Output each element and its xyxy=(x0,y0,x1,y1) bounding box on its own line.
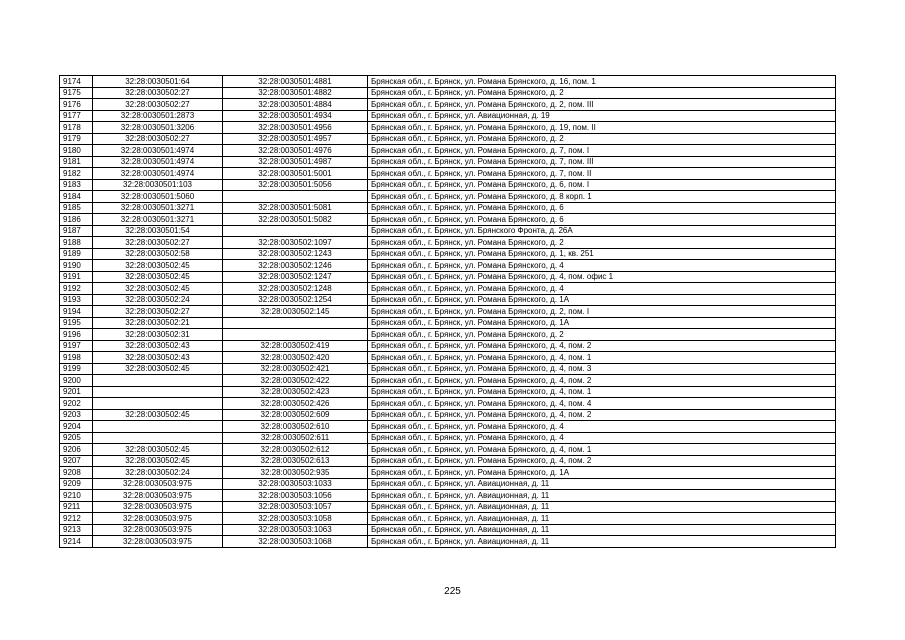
row-number-cell: 9209 xyxy=(60,478,93,490)
row-number-cell: 9186 xyxy=(60,214,93,226)
parcel-cadastral-number-cell: 32:28:0030502:27 xyxy=(93,133,223,145)
page-number: 225 xyxy=(444,586,461,597)
row-number-cell: 9205 xyxy=(60,432,93,444)
parcel-cadastral-number-cell: 32:28:0030503:975 xyxy=(93,478,223,490)
object-address-cell: Брянская обл., г. Брянск, ул. Романа Брянского, д. 6, пом. I xyxy=(368,179,836,191)
object-address-cell: Брянская обл., г. Брянск, ул. Романа Брянского, д. 1, кв. 251 xyxy=(368,248,836,260)
object-address-cell: Брянская обл., г. Брянск, ул. Романа Брянского, д. 2 xyxy=(368,133,836,145)
parcel-cadastral-number-cell: 32:28:0030501:3271 xyxy=(93,214,223,226)
row-number-cell: 9181 xyxy=(60,156,93,168)
row-number-cell: 9196 xyxy=(60,329,93,341)
parcel-cadastral-number-cell: 32:28:0030501:103 xyxy=(93,179,223,191)
object-cadastral-number-cell: 32:28:0030502:613 xyxy=(223,455,368,467)
object-address-cell: Брянская обл., г. Брянск, ул. Авиационная, д. 19 xyxy=(368,110,836,122)
object-address-cell: Брянская обл., г. Брянск, ул. Романа Брянского, д. 4, пом. 4 xyxy=(368,398,836,410)
row-number-cell: 9191 xyxy=(60,271,93,283)
object-address-cell: Брянская обл., г. Брянск, ул. Романа Брянского, д. 4 xyxy=(368,283,836,295)
parcel-cadastral-number-cell: 32:28:0030501:4974 xyxy=(93,145,223,157)
parcel-cadastral-number-cell: 32:28:0030502:45 xyxy=(93,444,223,456)
row-number-cell: 9175 xyxy=(60,87,93,99)
object-cadastral-number-cell xyxy=(223,317,368,329)
object-cadastral-number-cell: 32:28:0030503:1056 xyxy=(223,490,368,502)
object-address-cell: Брянская обл., г. Брянск, ул. Романа Брянского, д. 4 xyxy=(368,260,836,272)
object-cadastral-number-cell: 32:28:0030501:4884 xyxy=(223,99,368,111)
parcel-cadastral-number-cell: 32:28:0030501:4974 xyxy=(93,168,223,180)
table-row xyxy=(60,501,836,513)
row-number-cell: 9178 xyxy=(60,122,93,134)
parcel-cadastral-number-cell: 32:28:0030503:975 xyxy=(93,513,223,525)
object-cadastral-number-cell: 32:28:0030502:421 xyxy=(223,363,368,375)
row-number-cell: 9194 xyxy=(60,306,93,318)
object-cadastral-number-cell xyxy=(223,191,368,203)
table-row xyxy=(60,271,836,283)
row-number-cell: 9192 xyxy=(60,283,93,295)
row-number-cell: 9208 xyxy=(60,467,93,479)
parcel-cadastral-number-cell: 32:28:0030501:54 xyxy=(93,225,223,237)
table-row xyxy=(60,214,836,226)
object-cadastral-number-cell: 32:28:0030502:426 xyxy=(223,398,368,410)
row-number-cell: 9193 xyxy=(60,294,93,306)
parcel-cadastral-number-cell xyxy=(93,432,223,444)
object-cadastral-number-cell: 32:28:0030502:145 xyxy=(223,306,368,318)
table-row xyxy=(60,513,836,525)
row-number-cell: 9207 xyxy=(60,455,93,467)
parcel-cadastral-number-cell: 32:28:0030502:45 xyxy=(93,260,223,272)
parcel-cadastral-number-cell: 32:28:0030502:45 xyxy=(93,283,223,295)
object-address-cell: Брянская обл., г. Брянск, ул. Романа Брянского, д. 4, пом. 2 xyxy=(368,375,836,387)
table-row xyxy=(60,76,836,88)
row-number-cell: 9187 xyxy=(60,225,93,237)
row-number-cell: 9185 xyxy=(60,202,93,214)
object-cadastral-number-cell: 32:28:0030503:1058 xyxy=(223,513,368,525)
table-row xyxy=(60,363,836,375)
parcel-cadastral-number-cell: 32:28:0030503:975 xyxy=(93,536,223,548)
parcel-cadastral-number-cell: 32:28:0030502:21 xyxy=(93,317,223,329)
object-address-cell: Брянская обл., г. Брянск, ул. Брянского Фронта, д. 26А xyxy=(368,225,836,237)
parcel-cadastral-number-cell: 32:28:0030502:24 xyxy=(93,294,223,306)
parcel-cadastral-number-cell: 32:28:0030503:975 xyxy=(93,501,223,513)
object-cadastral-number-cell: 32:28:0030501:4956 xyxy=(223,122,368,134)
table-row xyxy=(60,133,836,145)
parcel-cadastral-number-cell: 32:28:0030501:4974 xyxy=(93,156,223,168)
object-address-cell: Брянская обл., г. Брянск, ул. Авиационная, д. 11 xyxy=(368,490,836,502)
object-address-cell: Брянская обл., г. Брянск, ул. Авиационная, д. 11 xyxy=(368,501,836,513)
row-number-cell: 9198 xyxy=(60,352,93,364)
row-number-cell: 9213 xyxy=(60,524,93,536)
row-number-cell: 9177 xyxy=(60,110,93,122)
object-cadastral-number-cell xyxy=(223,225,368,237)
object-cadastral-number-cell: 32:28:0030502:935 xyxy=(223,467,368,479)
object-cadastral-number-cell: 32:28:0030502:422 xyxy=(223,375,368,387)
table-row xyxy=(60,145,836,157)
object-address-cell: Брянская обл., г. Брянск, ул. Авиационная, д. 11 xyxy=(368,524,836,536)
table-row xyxy=(60,421,836,433)
table-row xyxy=(60,122,836,134)
object-address-cell: Брянская обл., г. Брянск, ул. Романа Брянского, д. 7, пом. III xyxy=(368,156,836,168)
row-number-cell: 9179 xyxy=(60,133,93,145)
object-address-cell: Брянская обл., г. Брянск, ул. Романа Брянского, д. 4, пом. 1 xyxy=(368,352,836,364)
object-cadastral-number-cell: 32:28:0030502:1254 xyxy=(223,294,368,306)
table-row xyxy=(60,191,836,203)
parcel-cadastral-number-cell: 32:28:0030502:27 xyxy=(93,237,223,249)
object-cadastral-number-cell: 32:28:0030501:5001 xyxy=(223,168,368,180)
parcel-cadastral-number-cell: 32:28:0030502:45 xyxy=(93,271,223,283)
table-row xyxy=(60,432,836,444)
row-number-cell: 9206 xyxy=(60,444,93,456)
registry-table xyxy=(59,75,836,548)
parcel-cadastral-number-cell xyxy=(93,375,223,387)
object-cadastral-number-cell: 32:28:0030501:5056 xyxy=(223,179,368,191)
parcel-cadastral-number-cell: 32:28:0030502:27 xyxy=(93,306,223,318)
parcel-cadastral-number-cell: 32:28:0030501:2873 xyxy=(93,110,223,122)
table-row xyxy=(60,455,836,467)
table-row xyxy=(60,329,836,341)
parcel-cadastral-number-cell: 32:28:0030502:24 xyxy=(93,467,223,479)
object-address-cell: Брянская обл., г. Брянск, ул. Романа Брянского, д. 6 xyxy=(368,214,836,226)
object-address-cell: Брянская обл., г. Брянск, ул. Романа Брянского, д. 6 xyxy=(368,202,836,214)
row-number-cell: 9183 xyxy=(60,179,93,191)
object-address-cell: Брянская обл., г. Брянск, ул. Романа Брянского, д. 7, пом. I xyxy=(368,145,836,157)
object-address-cell: Брянская обл., г. Брянск, ул. Романа Брянского, д. 2 xyxy=(368,237,836,249)
object-cadastral-number-cell: 32:28:0030503:1057 xyxy=(223,501,368,513)
table-row xyxy=(60,306,836,318)
row-number-cell: 9203 xyxy=(60,409,93,421)
object-cadastral-number-cell: 32:28:0030502:420 xyxy=(223,352,368,364)
row-number-cell: 9211 xyxy=(60,501,93,513)
parcel-cadastral-number-cell: 32:28:0030502:31 xyxy=(93,329,223,341)
parcel-cadastral-number-cell: 32:28:0030503:975 xyxy=(93,524,223,536)
object-address-cell: Брянская обл., г. Брянск, ул. Романа Брянского, д. 4 xyxy=(368,421,836,433)
row-number-cell: 9195 xyxy=(60,317,93,329)
row-number-cell: 9184 xyxy=(60,191,93,203)
object-address-cell: Брянская обл., г. Брянск, ул. Романа Брянского, д. 4, пом. офис 1 xyxy=(368,271,836,283)
object-address-cell: Брянская обл., г. Брянск, ул. Романа Брянского, д. 4, пом. 2 xyxy=(368,340,836,352)
object-address-cell: Брянская обл., г. Брянск, ул. Авиационная, д. 11 xyxy=(368,536,836,548)
row-number-cell: 9182 xyxy=(60,168,93,180)
table-row xyxy=(60,444,836,456)
row-number-cell: 9176 xyxy=(60,99,93,111)
parcel-cadastral-number-cell xyxy=(93,398,223,410)
table-row xyxy=(60,490,836,502)
object-address-cell: Брянская обл., г. Брянск, ул. Романа Брянского, д. 4, пом. 1 xyxy=(368,386,836,398)
parcel-cadastral-number-cell: 32:28:0030502:27 xyxy=(93,87,223,99)
table-row xyxy=(60,87,836,99)
object-cadastral-number-cell: 32:28:0030502:1247 xyxy=(223,271,368,283)
row-number-cell: 9200 xyxy=(60,375,93,387)
table-row xyxy=(60,536,836,548)
object-address-cell: Брянская обл., г. Брянск, ул. Романа Брянского, д. 4, пом. 1 xyxy=(368,444,836,456)
table-row xyxy=(60,168,836,180)
object-cadastral-number-cell: 32:28:0030502:1097 xyxy=(223,237,368,249)
object-address-cell: Брянская обл., г. Брянск, ул. Романа Брянского, д. 4, пом. 2 xyxy=(368,455,836,467)
row-number-cell: 9188 xyxy=(60,237,93,249)
object-cadastral-number-cell: 32:28:0030502:609 xyxy=(223,409,368,421)
table-row xyxy=(60,156,836,168)
object-address-cell: Брянская обл., г. Брянск, ул. Романа Брянского, д. 1А xyxy=(368,317,836,329)
row-number-cell: 9199 xyxy=(60,363,93,375)
table-row xyxy=(60,409,836,421)
object-address-cell: Брянская обл., г. Брянск, ул. Авиационная, д. 11 xyxy=(368,478,836,490)
parcel-cadastral-number-cell xyxy=(93,386,223,398)
parcel-cadastral-number-cell: 32:28:0030501:3271 xyxy=(93,202,223,214)
object-cadastral-number-cell: 32:28:0030502:1246 xyxy=(223,260,368,272)
object-address-cell: Брянская обл., г. Брянск, ул. Романа Брянского, д. 1А xyxy=(368,467,836,479)
object-cadastral-number-cell: 32:28:0030502:423 xyxy=(223,386,368,398)
object-cadastral-number-cell: 32:28:0030501:5081 xyxy=(223,202,368,214)
table-row xyxy=(60,478,836,490)
object-cadastral-number-cell: 32:28:0030502:612 xyxy=(223,444,368,456)
table-row xyxy=(60,260,836,272)
object-address-cell: Брянская обл., г. Брянск, ул. Романа Брянского, д. 8 корп. 1 xyxy=(368,191,836,203)
object-address-cell: Брянская обл., г. Брянск, ул. Романа Брянского, д. 2, пом. I xyxy=(368,306,836,318)
row-number-cell: 9214 xyxy=(60,536,93,548)
table-row xyxy=(60,352,836,364)
table-row xyxy=(60,99,836,111)
object-cadastral-number-cell: 32:28:0030501:4957 xyxy=(223,133,368,145)
row-number-cell: 9201 xyxy=(60,386,93,398)
object-address-cell: Брянская обл., г. Брянск, ул. Романа Брянского, д. 4 xyxy=(368,432,836,444)
row-number-cell: 9202 xyxy=(60,398,93,410)
table-row xyxy=(60,225,836,237)
object-address-cell: Брянская обл., г. Брянск, ул. Авиационная, д. 11 xyxy=(368,513,836,525)
table-row xyxy=(60,283,836,295)
parcel-cadastral-number-cell: 32:28:0030502:45 xyxy=(93,455,223,467)
object-address-cell: Брянская обл., г. Брянск, ул. Романа Брянского, д. 4, пом. 2 xyxy=(368,409,836,421)
object-cadastral-number-cell: 32:28:0030502:611 xyxy=(223,432,368,444)
row-number-cell: 9174 xyxy=(60,76,93,88)
parcel-cadastral-number-cell: 32:28:0030502:45 xyxy=(93,409,223,421)
object-cadastral-number-cell xyxy=(223,329,368,341)
parcel-cadastral-number-cell: 32:28:0030501:64 xyxy=(93,76,223,88)
row-number-cell: 9210 xyxy=(60,490,93,502)
parcel-cadastral-number-cell: 32:28:0030502:43 xyxy=(93,352,223,364)
object-address-cell: Брянская обл., г. Брянск, ул. Романа Брянского, д. 16, пом. 1 xyxy=(368,76,836,88)
parcel-cadastral-number-cell: 32:28:0030503:975 xyxy=(93,490,223,502)
object-cadastral-number-cell: 32:28:0030503:1063 xyxy=(223,524,368,536)
row-number-cell: 9189 xyxy=(60,248,93,260)
parcel-cadastral-number-cell: 32:28:0030502:27 xyxy=(93,99,223,111)
row-number-cell: 9204 xyxy=(60,421,93,433)
registry-table-body xyxy=(60,76,836,548)
object-cadastral-number-cell: 32:28:0030501:4976 xyxy=(223,145,368,157)
table-row xyxy=(60,375,836,387)
parcel-cadastral-number-cell xyxy=(93,421,223,433)
parcel-cadastral-number-cell: 32:28:0030501:5060 xyxy=(93,191,223,203)
object-cadastral-number-cell: 32:28:0030502:1243 xyxy=(223,248,368,260)
object-cadastral-number-cell: 32:28:0030502:419 xyxy=(223,340,368,352)
table-row xyxy=(60,386,836,398)
object-cadastral-number-cell: 32:28:0030501:4987 xyxy=(223,156,368,168)
table-row xyxy=(60,398,836,410)
object-address-cell: Брянская обл., г. Брянск, ул. Романа Брянского, д. 2 xyxy=(368,87,836,99)
object-address-cell: Брянская обл., г. Брянск, ул. Романа Брянского, д. 2 xyxy=(368,329,836,341)
row-number-cell: 9180 xyxy=(60,145,93,157)
object-address-cell: Брянская обл., г. Брянск, ул. Романа Брянского, д. 1А xyxy=(368,294,836,306)
row-number-cell: 9212 xyxy=(60,513,93,525)
object-cadastral-number-cell: 32:28:0030501:4881 xyxy=(223,76,368,88)
object-cadastral-number-cell: 32:28:0030503:1033 xyxy=(223,478,368,490)
table-row xyxy=(60,340,836,352)
table-row xyxy=(60,248,836,260)
table-row xyxy=(60,467,836,479)
parcel-cadastral-number-cell: 32:28:0030502:43 xyxy=(93,340,223,352)
object-address-cell: Брянская обл., г. Брянск, ул. Романа Брянского, д. 2, пом. III xyxy=(368,99,836,111)
object-cadastral-number-cell: 32:28:0030501:5082 xyxy=(223,214,368,226)
object-cadastral-number-cell: 32:28:0030503:1068 xyxy=(223,536,368,548)
object-cadastral-number-cell: 32:28:0030502:1248 xyxy=(223,283,368,295)
object-address-cell: Брянская обл., г. Брянск, ул. Романа Брянского, д. 4, пом. 3 xyxy=(368,363,836,375)
object-cadastral-number-cell: 32:28:0030502:610 xyxy=(223,421,368,433)
table-row xyxy=(60,524,836,536)
table-row xyxy=(60,202,836,214)
table-row xyxy=(60,294,836,306)
object-address-cell: Брянская обл., г. Брянск, ул. Романа Брянского, д. 7, пом. II xyxy=(368,168,836,180)
object-cadastral-number-cell: 32:28:0030501:4882 xyxy=(223,87,368,99)
parcel-cadastral-number-cell: 32:28:0030501:3206 xyxy=(93,122,223,134)
object-address-cell: Брянская обл., г. Брянск, ул. Романа Брянского, д. 19, пом. II xyxy=(368,122,836,134)
table-row xyxy=(60,179,836,191)
table-row xyxy=(60,317,836,329)
table-row xyxy=(60,237,836,249)
row-number-cell: 9197 xyxy=(60,340,93,352)
object-cadastral-number-cell: 32:28:0030501:4934 xyxy=(223,110,368,122)
table-row xyxy=(60,110,836,122)
parcel-cadastral-number-cell: 32:28:0030502:58 xyxy=(93,248,223,260)
row-number-cell: 9190 xyxy=(60,260,93,272)
parcel-cadastral-number-cell: 32:28:0030502:45 xyxy=(93,363,223,375)
